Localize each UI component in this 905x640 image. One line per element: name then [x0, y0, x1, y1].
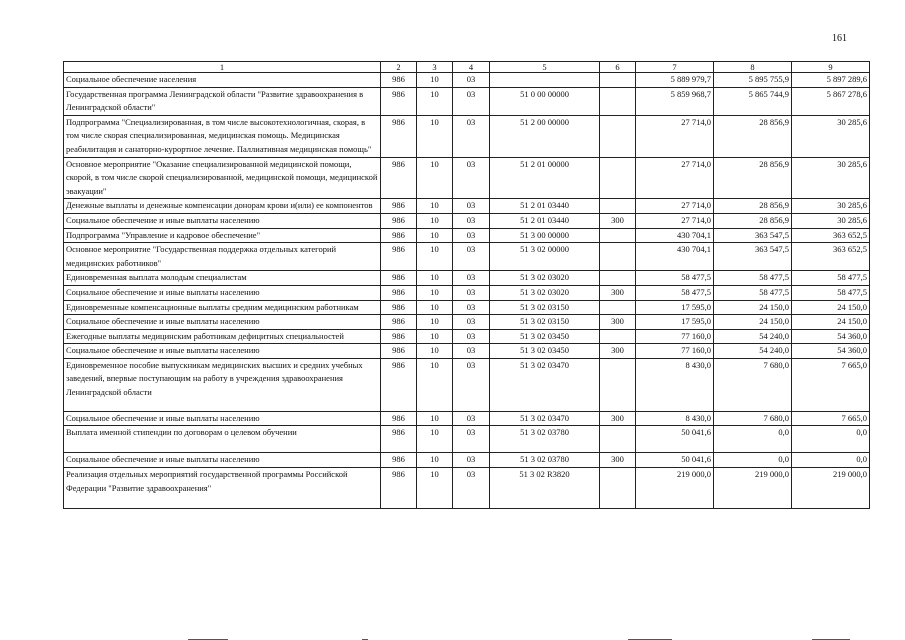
- table-row: [64, 228, 870, 243]
- header-cell: 1: [64, 62, 381, 73]
- row-code-2: 986: [381, 243, 417, 271]
- row-code-5: 51 2 01 00000: [490, 157, 600, 199]
- row-code-4: 03: [453, 115, 490, 157]
- row-code-6: [600, 243, 636, 271]
- row-name: Государственная программа Ленинградской области "Развитие здравоохранения в Ленинградской области": [64, 87, 381, 115]
- row-code-6: [600, 199, 636, 214]
- row-value-8: 58 477,5: [714, 285, 792, 300]
- row-code-2: 986: [381, 300, 417, 315]
- row-code-5: 51 3 02 00000: [490, 243, 600, 271]
- row-name: Социальное обеспечение и иные выплаты населению: [64, 285, 381, 300]
- row-value-8: 0,0: [714, 453, 792, 468]
- row-code-3: 10: [417, 344, 453, 359]
- row-code-2: 986: [381, 329, 417, 344]
- row-code-5: 51 2 01 03440: [490, 199, 600, 214]
- row-code-6: [600, 87, 636, 115]
- row-code-6: 300: [600, 411, 636, 426]
- row-value-9: 24 150,0: [792, 315, 870, 330]
- row-name: Социальное обеспечение и иные выплаты населению: [64, 453, 381, 468]
- row-code-3: 10: [417, 358, 453, 411]
- row-value-7: 8 430,0: [636, 358, 714, 411]
- row-value-8: 7 680,0: [714, 358, 792, 411]
- row-code-4: 03: [453, 228, 490, 243]
- row-name: Денежные выплаты и денежные компенсации донорам крови и(или) ее компонентов: [64, 199, 381, 214]
- row-name: Социальное обеспечение и иные выплаты населению: [64, 213, 381, 228]
- table-row: [64, 73, 870, 88]
- row-value-7: 5 859 968,7: [636, 87, 714, 115]
- row-value-9: 30 285,6: [792, 199, 870, 214]
- row-value-7: 17 595,0: [636, 315, 714, 330]
- row-value-9: 58 477,5: [792, 271, 870, 286]
- row-name: Социальное обеспечение и иные выплаты населению: [64, 411, 381, 426]
- header-cell: 9: [792, 62, 870, 73]
- row-code-2: 986: [381, 344, 417, 359]
- row-value-7: 17 595,0: [636, 300, 714, 315]
- row-value-7: 27 714,0: [636, 199, 714, 214]
- row-code-4: 03: [453, 358, 490, 411]
- row-value-7: 430 704,1: [636, 228, 714, 243]
- row-value-9: 0,0: [792, 453, 870, 468]
- row-code-5: 51 0 00 00000: [490, 87, 600, 115]
- row-code-4: 03: [453, 329, 490, 344]
- row-code-3: 10: [417, 411, 453, 426]
- row-code-4: 03: [453, 73, 490, 88]
- table-row: [64, 115, 870, 157]
- row-code-2: 986: [381, 213, 417, 228]
- row-code-4: 03: [453, 271, 490, 286]
- row-code-3: 10: [417, 115, 453, 157]
- row-value-8: 28 856,9: [714, 199, 792, 214]
- table-row: [64, 300, 870, 315]
- row-code-6: [600, 115, 636, 157]
- table-row: [64, 453, 870, 468]
- row-value-7: 219 000,0: [636, 468, 714, 509]
- row-code-5: 51 3 02 03470: [490, 358, 600, 411]
- table-row: [64, 426, 870, 453]
- header-row: [64, 62, 870, 73]
- row-code-3: 10: [417, 271, 453, 286]
- row-value-8: 363 547,5: [714, 243, 792, 271]
- row-code-3: 10: [417, 315, 453, 330]
- row-code-6: 300: [600, 285, 636, 300]
- row-code-5: 51 3 02 03150: [490, 300, 600, 315]
- row-code-3: 10: [417, 157, 453, 199]
- header-cell: 6: [600, 62, 636, 73]
- row-code-2: 986: [381, 426, 417, 453]
- row-value-7: 58 477,5: [636, 285, 714, 300]
- row-code-2: 986: [381, 453, 417, 468]
- table-row: [64, 358, 870, 411]
- row-code-5: 51 3 02 03450: [490, 344, 600, 359]
- row-code-5: 51 3 00 00000: [490, 228, 600, 243]
- row-name: Единовременное пособие выпускникам медицинских высших и средних учебных заведений, впервые поступающим на работу в учреждения здравоохранения Ленинградской области: [64, 358, 381, 411]
- row-name: Основное мероприятие "Государственная поддержка отдельных категорий медицинских работников": [64, 243, 381, 271]
- row-code-6: [600, 358, 636, 411]
- row-code-3: 10: [417, 87, 453, 115]
- row-code-3: 10: [417, 228, 453, 243]
- row-value-7: 430 704,1: [636, 243, 714, 271]
- row-value-9: 54 360,0: [792, 329, 870, 344]
- row-code-5: 51 3 02 03150: [490, 315, 600, 330]
- row-code-2: 986: [381, 468, 417, 509]
- row-code-5: [490, 73, 600, 88]
- table-row: [64, 243, 870, 271]
- row-value-9: 30 285,6: [792, 157, 870, 199]
- row-code-3: 10: [417, 285, 453, 300]
- row-value-8: 28 856,9: [714, 157, 792, 199]
- row-code-4: 03: [453, 243, 490, 271]
- row-name: Реализация отдельных мероприятий государственной программы Российской Федерации "Развитие здравоохранения": [64, 468, 381, 509]
- row-name: Единовременная выплата молодым специалистам: [64, 271, 381, 286]
- row-code-6: [600, 228, 636, 243]
- row-value-9: 30 285,6: [792, 115, 870, 157]
- row-value-9: 363 652,5: [792, 228, 870, 243]
- row-code-3: 10: [417, 426, 453, 453]
- row-name: Подпрограмма "Управление и кадровое обеспечение": [64, 228, 381, 243]
- row-value-7: 58 477,5: [636, 271, 714, 286]
- row-value-7: 50 041,6: [636, 426, 714, 453]
- header-cell: 8: [714, 62, 792, 73]
- table-row: [64, 199, 870, 214]
- row-code-6: 300: [600, 315, 636, 330]
- row-code-4: 03: [453, 213, 490, 228]
- row-value-9: 58 477,5: [792, 285, 870, 300]
- row-value-9: 7 665,0: [792, 411, 870, 426]
- row-code-3: 10: [417, 243, 453, 271]
- table-row: [64, 213, 870, 228]
- row-code-2: 986: [381, 315, 417, 330]
- row-name: Социальное обеспечение и иные выплаты населению: [64, 344, 381, 359]
- row-code-4: 03: [453, 300, 490, 315]
- row-code-4: 03: [453, 315, 490, 330]
- row-code-6: [600, 157, 636, 199]
- row-value-7: 27 714,0: [636, 157, 714, 199]
- row-code-5: 51 2 00 00000: [490, 115, 600, 157]
- row-value-8: 54 240,0: [714, 329, 792, 344]
- row-code-2: 986: [381, 157, 417, 199]
- row-name: Социальное обеспечение и иные выплаты населению: [64, 315, 381, 330]
- table-row: [64, 87, 870, 115]
- row-value-8: 24 150,0: [714, 315, 792, 330]
- row-value-7: 77 160,0: [636, 329, 714, 344]
- table-row: [64, 329, 870, 344]
- row-value-7: 5 889 979,7: [636, 73, 714, 88]
- header-cell: 7: [636, 62, 714, 73]
- budget-table: [63, 61, 870, 509]
- row-code-3: 10: [417, 453, 453, 468]
- row-name: Социальное обеспечение населения: [64, 73, 381, 88]
- row-code-6: [600, 271, 636, 286]
- row-code-3: 10: [417, 73, 453, 88]
- row-name: Основное мероприятие "Оказание специализированной медицинской помощи, скорой, в том числе скорой специализированной, медицинской помощи, медицинской эвакуации": [64, 157, 381, 199]
- row-code-5: 51 3 02 03450: [490, 329, 600, 344]
- row-value-9: 5 867 278,6: [792, 87, 870, 115]
- row-code-2: 986: [381, 115, 417, 157]
- row-value-8: 28 856,9: [714, 115, 792, 157]
- row-code-5: 51 3 02 03020: [490, 285, 600, 300]
- row-code-6: [600, 73, 636, 88]
- row-code-3: 10: [417, 199, 453, 214]
- table-row: [64, 315, 870, 330]
- row-value-8: 24 150,0: [714, 300, 792, 315]
- row-value-8: 5 865 744,9: [714, 87, 792, 115]
- row-code-4: 03: [453, 285, 490, 300]
- table-row: [64, 411, 870, 426]
- row-code-6: [600, 468, 636, 509]
- row-code-6: [600, 300, 636, 315]
- row-code-2: 986: [381, 87, 417, 115]
- table-row: [64, 285, 870, 300]
- table-row: [64, 468, 870, 509]
- row-code-4: 03: [453, 468, 490, 509]
- row-code-5: 51 3 02 R3820: [490, 468, 600, 509]
- table-row: [64, 344, 870, 359]
- row-value-9: 0,0: [792, 426, 870, 453]
- row-code-3: 10: [417, 213, 453, 228]
- row-code-2: 986: [381, 358, 417, 411]
- row-code-2: 986: [381, 228, 417, 243]
- row-code-3: 10: [417, 300, 453, 315]
- row-code-6: 300: [600, 344, 636, 359]
- page-number: 161: [832, 33, 847, 44]
- row-name: Единовременные компенсационные выплаты средним медицинским работникам: [64, 300, 381, 315]
- row-code-4: 03: [453, 157, 490, 199]
- row-code-2: 986: [381, 285, 417, 300]
- row-value-9: 5 897 289,6: [792, 73, 870, 88]
- row-name: Ежегодные выплаты медицинским работникам дефицитных специальностей: [64, 329, 381, 344]
- row-name: Выплата именной стипендии по договорам о целевом обучении: [64, 426, 381, 453]
- row-value-7: 27 714,0: [636, 213, 714, 228]
- row-value-8: 54 240,0: [714, 344, 792, 359]
- row-value-8: 219 000,0: [714, 468, 792, 509]
- row-code-4: 03: [453, 426, 490, 453]
- row-code-5: 51 3 02 03780: [490, 426, 600, 453]
- row-code-5: 51 3 02 03780: [490, 453, 600, 468]
- header-cell: 3: [417, 62, 453, 73]
- row-code-5: 51 3 02 03470: [490, 411, 600, 426]
- row-code-5: 51 2 01 03440: [490, 213, 600, 228]
- row-value-9: 24 150,0: [792, 300, 870, 315]
- row-code-4: 03: [453, 453, 490, 468]
- row-value-9: 363 652,5: [792, 243, 870, 271]
- row-value-8: 58 477,5: [714, 271, 792, 286]
- row-value-8: 5 895 755,9: [714, 73, 792, 88]
- row-code-4: 03: [453, 411, 490, 426]
- row-code-6: 300: [600, 453, 636, 468]
- row-code-2: 986: [381, 199, 417, 214]
- row-value-8: 28 856,9: [714, 213, 792, 228]
- row-code-6: [600, 329, 636, 344]
- header-cell: 5: [490, 62, 600, 73]
- row-code-2: 986: [381, 271, 417, 286]
- row-code-4: 03: [453, 199, 490, 214]
- table-row: [64, 271, 870, 286]
- row-value-8: 363 547,5: [714, 228, 792, 243]
- row-code-3: 10: [417, 468, 453, 509]
- row-value-7: 50 041,6: [636, 453, 714, 468]
- row-code-2: 986: [381, 73, 417, 88]
- row-value-9: 30 285,6: [792, 213, 870, 228]
- row-code-4: 03: [453, 344, 490, 359]
- row-value-7: 8 430,0: [636, 411, 714, 426]
- row-code-6: [600, 426, 636, 453]
- row-code-2: 986: [381, 411, 417, 426]
- row-value-7: 27 714,0: [636, 115, 714, 157]
- row-value-8: 0,0: [714, 426, 792, 453]
- header-cell: 4: [453, 62, 490, 73]
- row-value-9: 7 665,0: [792, 358, 870, 411]
- header-cell: 2: [381, 62, 417, 73]
- row-code-6: 300: [600, 213, 636, 228]
- row-value-9: 54 360,0: [792, 344, 870, 359]
- row-name: Подпрограмма "Специализированная, в том числе высокотехнологичная, скорая, в том числе скорая специализированная, медицинская помощь. Медицинская реабилитация и санаторно-курортное лечение. Паллиативная медицинская помощь": [64, 115, 381, 157]
- table-row: [64, 157, 870, 199]
- row-code-3: 10: [417, 329, 453, 344]
- row-value-8: 7 680,0: [714, 411, 792, 426]
- row-code-4: 03: [453, 87, 490, 115]
- row-code-5: 51 3 02 03020: [490, 271, 600, 286]
- row-value-7: 77 160,0: [636, 344, 714, 359]
- row-value-9: 219 000,0: [792, 468, 870, 509]
